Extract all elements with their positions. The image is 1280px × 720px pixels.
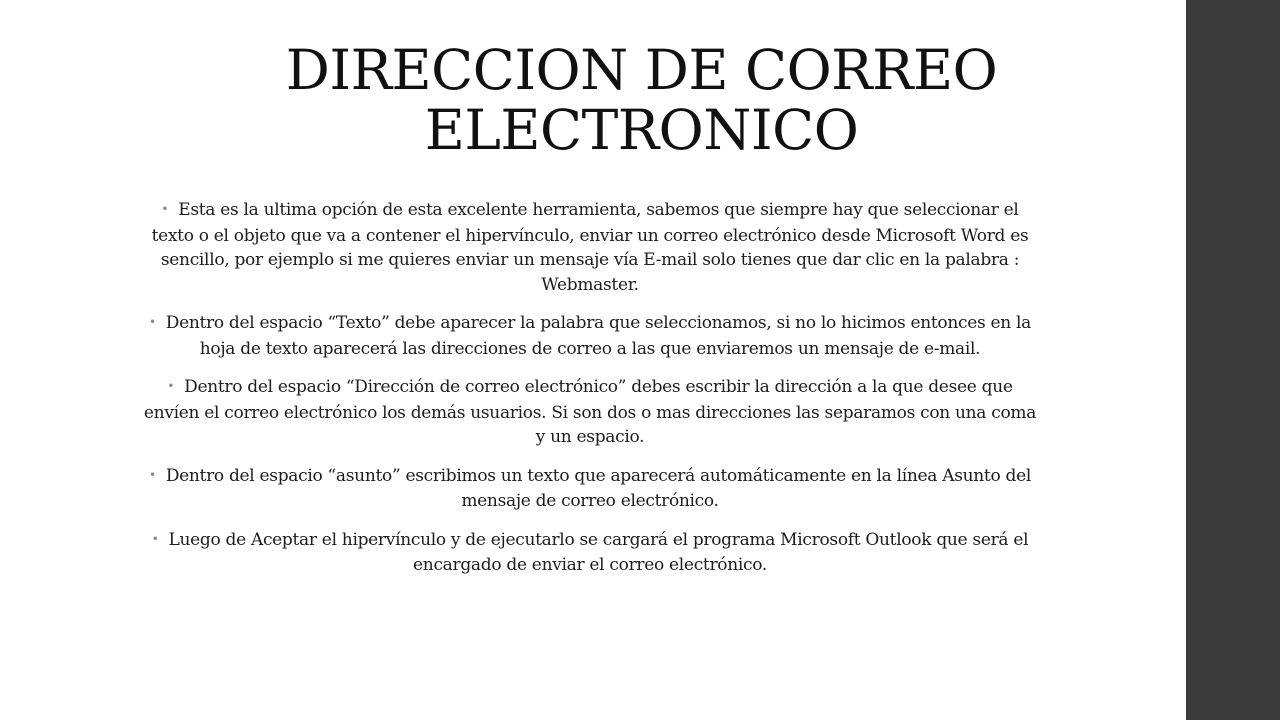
bullet-item <box>140 464 1040 514</box>
bullet-item <box>140 375 1040 450</box>
bullet-item <box>140 198 1040 297</box>
bullet-dot-icon: • <box>149 467 156 482</box>
slide-title-line-1: DIRECCION DE CORREO <box>285 38 998 102</box>
slide-title-line-2: ELECTRONICO <box>424 98 859 162</box>
bullet-item <box>140 311 1040 361</box>
bullet-text: Dentro del espacio “asunto” escribimos un texto que aparecerá automáticamente en la línea Asunto del mensaje de correo electrónico. <box>165 465 1031 511</box>
bullet-text: Esta es la ultima opción de esta excelente herramienta, sabemos que siempre hay que seleccionar el texto o el objeto que va a contener el hipervínculo, enviar un correo electrónico desde Microsoft Word es sencillo, por ejemplo si me quieres enviar un mensaje vía E-mail solo tienes que dar clic en la palabra : Webmaster. <box>151 200 1029 295</box>
bullet-dot-icon: • <box>148 315 156 329</box>
side-bar <box>1186 0 1280 720</box>
bullet-dot-icon: • <box>161 202 169 216</box>
slide-title <box>140 40 1143 160</box>
bullet-item <box>140 528 1040 578</box>
bullet-text: Dentro del espacio “Texto” debe aparecer la palabra que seleccionamos, si no lo hicimos entonces en la hoja de texto aparecerá las direcciones de correo a las que enviaremos un mensaje de e-mail. <box>165 313 1031 359</box>
bullet-dot-icon: • <box>151 531 159 546</box>
bullet-text: Luego de Aceptar el hipervínculo y de ejecutarlo se cargará el programa Microsoft Outlook que será el encargado de enviar el correo electrónico. <box>168 529 1029 575</box>
bullet-text: Dentro del espacio “Dirección de correo electrónico” debes escribir la dirección a la que desee que envíen el correo electrónico los demás usuarios. Si son dos o mas direcciones las separamos con una coma y un espacio. <box>143 377 1037 447</box>
bullet-dot-icon: • <box>167 379 175 393</box>
bullet-list <box>140 198 1040 592</box>
